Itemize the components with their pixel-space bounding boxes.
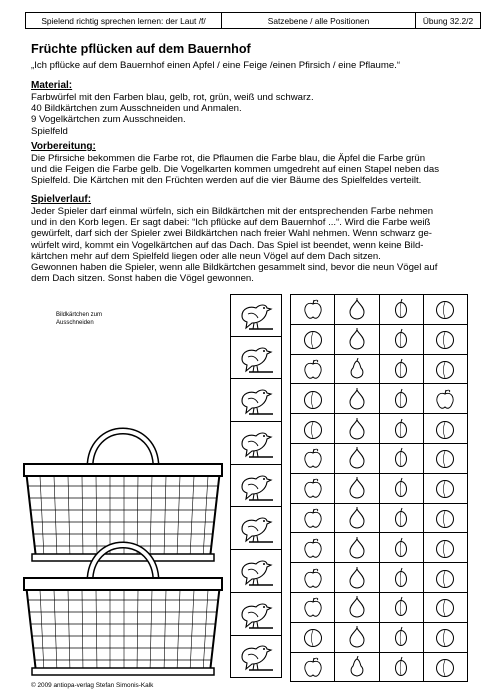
plum-icon <box>390 358 412 380</box>
bird-icon <box>236 639 276 673</box>
bird-icon <box>236 298 276 332</box>
fruit-card-fig[interactable] <box>335 623 379 653</box>
fruit-card-peach[interactable] <box>424 295 468 325</box>
fruit-card-apple[interactable] <box>424 384 468 414</box>
fig-icon <box>346 537 368 559</box>
bird-card[interactable] <box>230 294 282 337</box>
plum-icon <box>390 328 412 350</box>
fruit-card-peach[interactable] <box>424 355 468 385</box>
peach-icon <box>434 537 456 559</box>
plum-icon <box>390 298 412 320</box>
plum-icon <box>390 537 412 559</box>
peach-icon <box>434 447 456 469</box>
material-text: Farbwürfel mit den Farben blau, gelb, rot, grün, weiß und schwarz. 40 Bildkärtchen zum Ausschneiden und Anmalen. 9 Vogelkärtchen zum Ausschneiden. Spielfeld <box>31 92 314 137</box>
plum-icon <box>390 626 412 648</box>
bird-card[interactable] <box>230 593 282 636</box>
fruit-card-plum[interactable] <box>380 384 424 414</box>
bird-icon <box>236 426 276 460</box>
fruit-card-peach[interactable] <box>424 563 468 593</box>
plum-icon <box>390 418 412 440</box>
bird-card[interactable] <box>230 636 282 679</box>
fruit-card-grid <box>290 294 468 682</box>
fruit-card-plum[interactable] <box>380 355 424 385</box>
fruit-card-plum[interactable] <box>380 533 424 563</box>
fruit-card-apple[interactable] <box>291 295 335 325</box>
fruit-card-peach[interactable] <box>291 325 335 355</box>
apple-icon <box>302 477 324 499</box>
fig-icon <box>346 567 368 589</box>
fruit-card-pear[interactable] <box>335 653 379 683</box>
fruit-card-apple[interactable] <box>291 355 335 385</box>
peach-icon <box>434 328 456 350</box>
fig-icon <box>346 447 368 469</box>
peach-icon <box>434 298 456 320</box>
apple-icon <box>302 537 324 559</box>
fruit-card-pear[interactable] <box>335 355 379 385</box>
preparation-section <box>31 141 479 187</box>
bird-card[interactable] <box>230 465 282 508</box>
fig-icon <box>346 418 368 440</box>
basket-icon <box>20 522 226 680</box>
procedure-heading: Spielverlauf: <box>31 194 92 205</box>
peach-icon <box>434 656 456 678</box>
fruit-card-peach[interactable] <box>424 504 468 534</box>
bird-card[interactable] <box>230 422 282 465</box>
fruit-card-apple[interactable] <box>291 593 335 623</box>
fruit-card-peach[interactable] <box>424 623 468 653</box>
fig-icon <box>346 328 368 350</box>
peach-icon <box>302 418 324 440</box>
fruit-card-fig[interactable] <box>335 444 379 474</box>
bird-icon <box>236 341 276 375</box>
fruit-card-fig[interactable] <box>335 325 379 355</box>
target-sentence: „Ich pflücke auf dem Bauernhof einen Apfel / eine Feige /einen Pfirsich / eine Pflaume.“ <box>31 60 401 71</box>
fig-icon <box>346 477 368 499</box>
bird-card[interactable] <box>230 337 282 380</box>
fruit-card-plum[interactable] <box>380 593 424 623</box>
peach-icon <box>434 626 456 648</box>
fruit-card-plum[interactable] <box>380 563 424 593</box>
bird-icon <box>236 511 276 545</box>
fruit-card-peach[interactable] <box>424 653 468 683</box>
fruit-card-apple[interactable] <box>291 444 335 474</box>
peach-icon <box>302 388 324 410</box>
fruit-card-peach[interactable] <box>291 623 335 653</box>
header-exercise-number: Übung 32.2/2 <box>422 15 474 26</box>
cutout-caption: Bildkärtchen zum Ausschneiden <box>56 312 103 326</box>
page-title: Früchte pflücken auf dem Bauernhof <box>31 42 251 56</box>
fruit-card-peach[interactable] <box>424 533 468 563</box>
fig-icon <box>346 507 368 529</box>
worksheet-header <box>25 12 481 29</box>
fruit-card-fig[interactable] <box>335 384 379 414</box>
header-level: Satzebene / alle Positionen <box>222 13 416 28</box>
fruit-card-apple[interactable] <box>291 563 335 593</box>
apple-icon <box>302 298 324 320</box>
bird-icon <box>236 554 276 588</box>
fig-icon <box>346 596 368 618</box>
procedure-section <box>31 194 479 284</box>
procedure-text: Jeder Spieler darf einmal würfeln, sich ein Bildkärtchen mit der entsprechenden Farbe nehmen und in den Korb legen. Er sagt dabei: “Ich pflücke auf dem Bauernhof ...“. Wird die Farbe weiß gewürfelt, darf sich der Spieler zwei Bildkärtchen nach freier Wahl nehmen. Wenn schwarz ge- würfelt wird, kommt ein Vogelkärtchen auf das Dach. Das Spiel ist beendet, wenn keine Bild- kärtchen mehr auf dem Spielfeld liegen oder alle neun Vögel auf dem Dach sitzen. Gewonnen haben die Spieler, wenn alle Bildkärtchen gesammelt sind, bevor die neun Vögel auf dem Dach sitzen. Sonst haben die Vögel gewonnen. <box>31 206 438 285</box>
plum-icon <box>390 596 412 618</box>
peach-icon <box>302 328 324 350</box>
bird-card[interactable] <box>230 507 282 550</box>
basket-illustration-2 <box>20 522 226 680</box>
fig-icon <box>346 298 368 320</box>
plum-icon <box>390 567 412 589</box>
fruit-card-peach[interactable] <box>424 474 468 504</box>
apple-icon <box>302 656 324 678</box>
fruit-card-fig[interactable] <box>335 563 379 593</box>
apple-icon <box>302 596 324 618</box>
fruit-card-fig[interactable] <box>335 295 379 325</box>
fruit-card-peach[interactable] <box>424 444 468 474</box>
fruit-card-plum[interactable] <box>380 325 424 355</box>
header-series-title: Spielend richtig sprechen lernen: der Laut /f/ <box>26 13 222 28</box>
plum-icon <box>390 656 412 678</box>
peach-icon <box>434 358 456 380</box>
apple-icon <box>302 447 324 469</box>
apple-icon <box>302 358 324 380</box>
fruit-card-apple[interactable] <box>291 474 335 504</box>
apple-icon <box>434 388 456 410</box>
fruit-card-plum[interactable] <box>380 444 424 474</box>
plum-icon <box>390 388 412 410</box>
preparation-text: Die Pfirsiche bekommen die Farbe rot, die Pflaumen die Farbe blau, die Äpfel die Farbe grün und die Feigen die Farbe gelb. Die Vogelkarten kommen umgedreht auf einen Stapel neben das Spielfeld. Die Kärtchen mit den Früchten werden auf die vier Bäume des Spielfeldes verteilt. <box>31 153 440 187</box>
fruit-card-fig[interactable] <box>335 474 379 504</box>
fruit-card-plum[interactable] <box>380 623 424 653</box>
fruit-card-plum[interactable] <box>380 653 424 683</box>
peach-icon <box>302 626 324 648</box>
fruit-card-plum[interactable] <box>380 474 424 504</box>
plum-icon <box>390 447 412 469</box>
peach-icon <box>434 507 456 529</box>
bird-card[interactable] <box>230 379 282 422</box>
fruit-card-fig[interactable] <box>335 414 379 444</box>
fruit-card-apple[interactable] <box>291 504 335 534</box>
fruit-card-peach[interactable] <box>291 414 335 444</box>
plum-icon <box>390 477 412 499</box>
bird-card[interactable] <box>230 550 282 593</box>
fruit-card-peach[interactable] <box>291 384 335 414</box>
apple-icon <box>302 507 324 529</box>
fig-icon <box>346 626 368 648</box>
fig-icon <box>346 388 368 410</box>
fruit-card-plum[interactable] <box>380 295 424 325</box>
fruit-card-plum[interactable] <box>380 504 424 534</box>
pear-icon <box>346 656 368 678</box>
fruit-card-fig[interactable] <box>335 593 379 623</box>
fruit-card-apple[interactable] <box>291 533 335 563</box>
fruit-card-fig[interactable] <box>335 504 379 534</box>
peach-icon <box>434 567 456 589</box>
peach-icon <box>434 418 456 440</box>
fruit-card-fig[interactable] <box>335 533 379 563</box>
fruit-card-plum[interactable] <box>380 414 424 444</box>
fruit-card-peach[interactable] <box>424 325 468 355</box>
fruit-card-peach[interactable] <box>424 593 468 623</box>
fruit-card-apple[interactable] <box>291 653 335 683</box>
material-heading: Material: <box>31 80 73 91</box>
fruit-card-peach[interactable] <box>424 414 468 444</box>
plum-icon <box>390 507 412 529</box>
material-section <box>31 80 479 137</box>
apple-icon <box>302 567 324 589</box>
pear-icon <box>346 358 368 380</box>
bird-icon <box>236 597 276 631</box>
copyright-footer: © 2009 antiopa-verlag Stefan Simonis-Kalk <box>31 682 154 689</box>
preparation-heading: Vorbereitung: <box>31 141 96 152</box>
bird-card-column <box>230 294 282 678</box>
bird-icon <box>236 469 276 503</box>
bird-icon <box>236 383 276 417</box>
peach-icon <box>434 596 456 618</box>
peach-icon <box>434 477 456 499</box>
